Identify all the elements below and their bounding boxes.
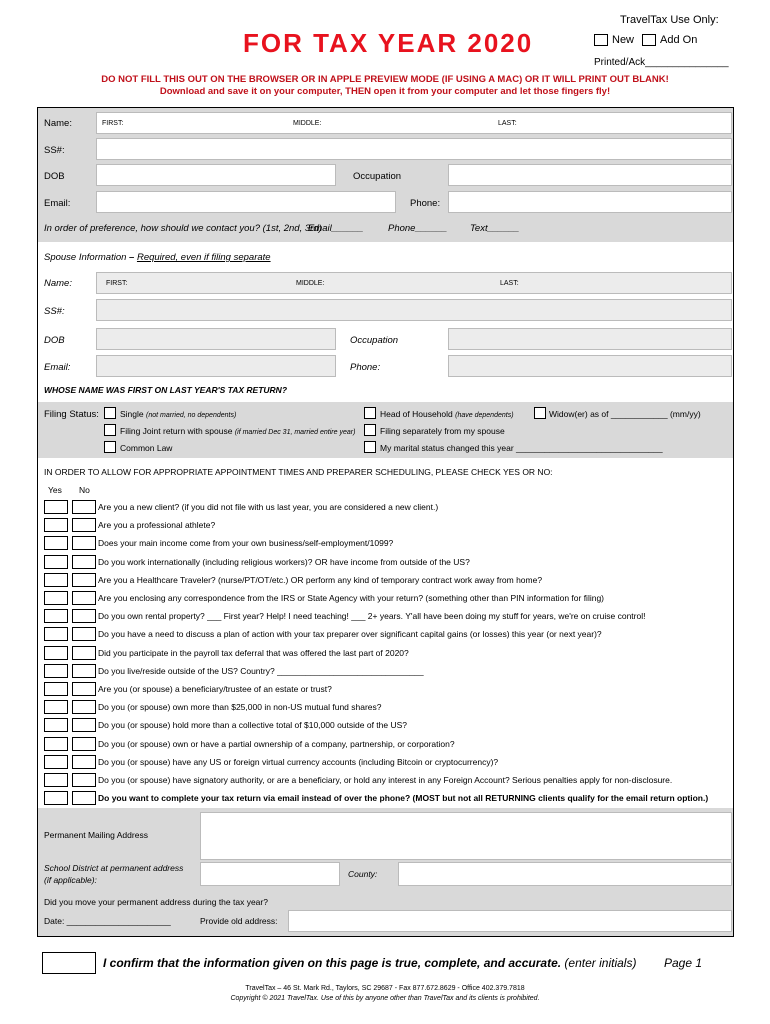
yes-checkbox[interactable] — [44, 791, 68, 805]
yes-checkbox[interactable] — [44, 591, 68, 605]
no-checkbox[interactable] — [72, 627, 96, 641]
no-checkbox[interactable] — [72, 664, 96, 678]
yes-checkbox[interactable] — [44, 536, 68, 550]
yes-checkbox[interactable] — [44, 573, 68, 587]
taxpayer-name-field[interactable] — [96, 112, 732, 134]
yes-checkbox[interactable] — [44, 627, 68, 641]
question-text: Do you (or spouse) own or have a partial ownership of a company, partnership, or corporation? — [98, 738, 455, 749]
yes-checkbox[interactable] — [44, 646, 68, 660]
questions-section — [38, 458, 733, 820]
separate-label: Filing separately from my spouse — [380, 426, 505, 436]
yes-checkbox[interactable] — [44, 755, 68, 769]
ssn-field[interactable] — [96, 138, 732, 160]
office-use-label: TravelTax Use Only: — [620, 14, 719, 26]
spouse-middle-label: MIDDLE: — [296, 280, 325, 287]
question-text: Do you want to complete your tax return via email instead of over the phone? (MOST but not all RETURNING clients qualify for the email return option.) — [98, 793, 709, 804]
filing-status-label: Filing Status: — [44, 409, 99, 420]
spouse-name-label: Name: — [44, 278, 72, 289]
permanent-address-label: Permanent Mailing Address — [44, 830, 148, 840]
separate-checkbox[interactable] — [364, 424, 376, 436]
question-text: Are you (or spouse) a beneficiary/trustee of an estate or trust? — [98, 684, 332, 694]
office-use-checks — [594, 34, 697, 46]
single-checkbox[interactable] — [104, 407, 116, 419]
question-text: Are you a Healthcare Traveler? (nurse/PT/OT/etc.) OR perform any kind of temporary contract work away from home? — [98, 574, 543, 585]
yes-checkbox[interactable] — [44, 700, 68, 714]
no-checkbox[interactable] — [72, 518, 96, 532]
questions-intro: IN ORDER TO ALLOW FOR APPROPRIATE APPOINTMENT TIMES AND PREPARER SCHEDULING, PLEASE CHECK YES OR NO: — [44, 467, 553, 477]
phone-label: Phone: — [410, 198, 441, 209]
yes-checkbox[interactable] — [44, 773, 68, 787]
no-checkbox[interactable] — [72, 737, 96, 751]
contact-email[interactable]: Email______ — [308, 223, 364, 234]
no-checkbox[interactable] — [72, 791, 96, 805]
yes-header: Yes — [48, 485, 62, 495]
question-text: Do you own rental property? ___ First year? Help! I need teaching! ___ 2+ years. Y'all have been doing my stuff for years, we're on cruise control! — [98, 611, 646, 622]
no-checkbox[interactable] — [72, 536, 96, 550]
question-text: Do you (or spouse) have any US or foreign virtual currency accounts (including Bitcoin or cryptocurrency)? — [98, 756, 499, 767]
taxpayer-section — [38, 108, 733, 242]
page-number: Page 1 — [664, 956, 703, 970]
spouse-phone-field[interactable] — [448, 355, 732, 377]
occupation-field[interactable] — [448, 164, 732, 186]
no-checkbox[interactable] — [72, 773, 96, 787]
printed-ack: Printed/Ack_______________ — [594, 57, 729, 68]
no-checkbox[interactable] — [72, 700, 96, 714]
permanent-address-field[interactable] — [200, 812, 732, 860]
spouse-email-label: Email: — [44, 362, 71, 373]
question-text: Do you (or spouse) own more than $25,000 in non-US mutual fund shares? — [98, 702, 382, 713]
warning-line-1: DO NOT FILL THIS OUT ON THE BROWSER OR IN APPLE PREVIEW MODE (IF USING A MAC) OR IT WILL PRINT OUT BLANK! — [101, 74, 669, 85]
joint-label: Filing Joint return with spouse (if married Dec 31, married entire year) — [120, 426, 356, 436]
spouse-ssn-field[interactable] — [96, 299, 732, 321]
page-title: FOR TAX YEAR 2020 — [243, 28, 534, 58]
no-checkbox[interactable] — [72, 682, 96, 696]
addon-label: Add On — [660, 34, 698, 46]
hoh-label: Head of Household (have dependents) — [380, 409, 514, 419]
question-text: Did you participate in the payroll tax deferral that was offered the last part of 2020? — [98, 647, 409, 658]
school-district-label-2: (if applicable): — [44, 875, 97, 885]
warning-line-2: Download and save it on your computer, THEN open it from your computer and let those fingers fly! — [159, 86, 611, 97]
no-checkbox[interactable] — [72, 591, 96, 605]
yes-checkbox[interactable] — [44, 682, 68, 696]
widow-checkbox[interactable] — [534, 407, 546, 419]
widow-label: Widow(er) as of ____________ (mm/yy) — [549, 409, 701, 419]
spouse-phone-label: Phone: — [350, 362, 381, 373]
spouse-occupation-field[interactable] — [448, 328, 732, 350]
intake-form — [37, 107, 734, 937]
spouse-dob-field[interactable] — [96, 328, 336, 350]
question-text: Does your main income come from your own business/self-employment/1099? — [98, 538, 394, 549]
contact-phone[interactable]: Phone______ — [388, 223, 448, 234]
spouse-email-field[interactable] — [96, 355, 336, 377]
yes-checkbox[interactable] — [44, 555, 68, 569]
question-text: Do you work internationally (including religious workers)? OR have income from outside of the US? — [98, 556, 470, 567]
occupation-label: Occupation — [353, 171, 402, 182]
question-text: Are you enclosing any correspondence from the IRS or State Agency with your return? (something other than PIN information for filing) — [98, 593, 605, 603]
addon-checkbox[interactable] — [642, 34, 656, 46]
no-checkbox[interactable] — [72, 500, 96, 514]
no-header: No — [79, 485, 90, 495]
spouse-name-field[interactable] — [96, 272, 732, 294]
no-checkbox[interactable] — [72, 718, 96, 732]
first-label: FIRST: — [102, 120, 124, 127]
county-label: County: — [348, 869, 378, 879]
no-checkbox[interactable] — [72, 755, 96, 769]
spouse-first-label: FIRST: — [106, 280, 128, 287]
spouse-section — [38, 242, 733, 402]
no-checkbox[interactable] — [72, 555, 96, 569]
question-text: Are you a professional athlete? — [98, 520, 216, 531]
initials-box[interactable] — [42, 952, 96, 974]
address-section — [38, 808, 733, 936]
marital-changed-label: My marital status changed this year _______________________________ — [380, 443, 663, 453]
yes-checkbox[interactable] — [44, 609, 68, 623]
moved-date[interactable]: Date: ______________________ — [44, 916, 171, 926]
name-label: Name: — [44, 118, 72, 129]
footer-address: TravelTax – 46 St. Mark Rd., Taylors, SC 29687 - Fax 877.672.8629 - Office 402.379.7818 — [245, 985, 525, 992]
yes-checkbox[interactable] — [44, 664, 68, 678]
yes-checkbox[interactable] — [44, 737, 68, 751]
footer-copyright: Copyright © 2021 TravelTax. Use of this by anyone other than TravelTax and its clients is prohibited. — [230, 995, 540, 1002]
ssn-label: SS#: — [44, 145, 65, 156]
spouse-heading: Spouse Information – Required, even if filing separate — [44, 252, 271, 263]
school-district-field[interactable] — [200, 862, 340, 886]
no-checkbox[interactable] — [72, 646, 96, 660]
spouse-occupation-label: Occupation — [350, 335, 399, 346]
contact-pref-label: In order of preference, how should we contact you? (1st, 2nd, 3rd) — [44, 223, 322, 234]
spouse-dob-label: DOB — [44, 335, 65, 346]
old-address-label: Provide old address: — [200, 916, 278, 926]
dob-label: DOB — [44, 171, 65, 182]
confirm-statement: I confirm that the information given on this page is true, complete, and accurate. (enter initials) — [103, 956, 637, 970]
question-text: Do you (or spouse) hold more than a collective total of $10,000 outside of the US? — [98, 720, 408, 731]
moved-question: Did you move your permanent address during the tax year? — [44, 897, 268, 907]
single-label: Single (not married, no dependents) — [120, 409, 237, 419]
email-label: Email: — [44, 198, 71, 209]
yes-checkbox[interactable] — [44, 500, 68, 514]
question-text: Do you have a need to discuss a plan of action with your tax preparer over significant capital gains (or losses) this year (or next year)? — [98, 629, 602, 640]
yes-checkbox[interactable] — [44, 518, 68, 532]
common-law-checkbox[interactable] — [104, 441, 116, 453]
county-field[interactable] — [398, 862, 732, 886]
old-address-field[interactable] — [288, 910, 732, 932]
new-label: New — [612, 34, 635, 46]
changed-checkbox[interactable] — [364, 441, 376, 453]
contact-text[interactable]: Text______ — [470, 223, 520, 234]
hoh-checkbox[interactable] — [364, 407, 376, 419]
yes-checkbox[interactable] — [44, 718, 68, 732]
question-text: Do you live/reside outside of the US? Country? _______________________________ — [98, 665, 424, 676]
email-field[interactable] — [96, 191, 396, 213]
whose-first-label: WHOSE NAME WAS FIRST ON LAST YEAR'S TAX RETURN? — [44, 385, 288, 395]
no-checkbox[interactable] — [72, 573, 96, 587]
spouse-ssn-label: SS#: — [44, 306, 65, 317]
dob-field[interactable] — [96, 164, 336, 186]
question-text: Do you (or spouse) have signatory authority, or are a beneficiary, or hold any interest in any Foreign Account? Serious penalties apply for non-disclosure. — [98, 775, 673, 785]
spouse-last-label: LAST: — [500, 280, 519, 287]
phone-field[interactable] — [448, 191, 732, 213]
middle-label: MIDDLE: — [293, 120, 322, 127]
school-district-label: School District at permanent address — [44, 863, 184, 873]
filing-status-section — [38, 402, 733, 458]
joint-checkbox[interactable] — [104, 424, 116, 436]
new-checkbox[interactable] — [594, 34, 608, 46]
no-checkbox[interactable] — [72, 609, 96, 623]
last-label: LAST: — [498, 120, 517, 127]
common-law-label: Common Law — [120, 443, 173, 453]
question-text: Are you a new client? (if you did not file with us last year, you are considered a new client.) — [98, 502, 439, 512]
